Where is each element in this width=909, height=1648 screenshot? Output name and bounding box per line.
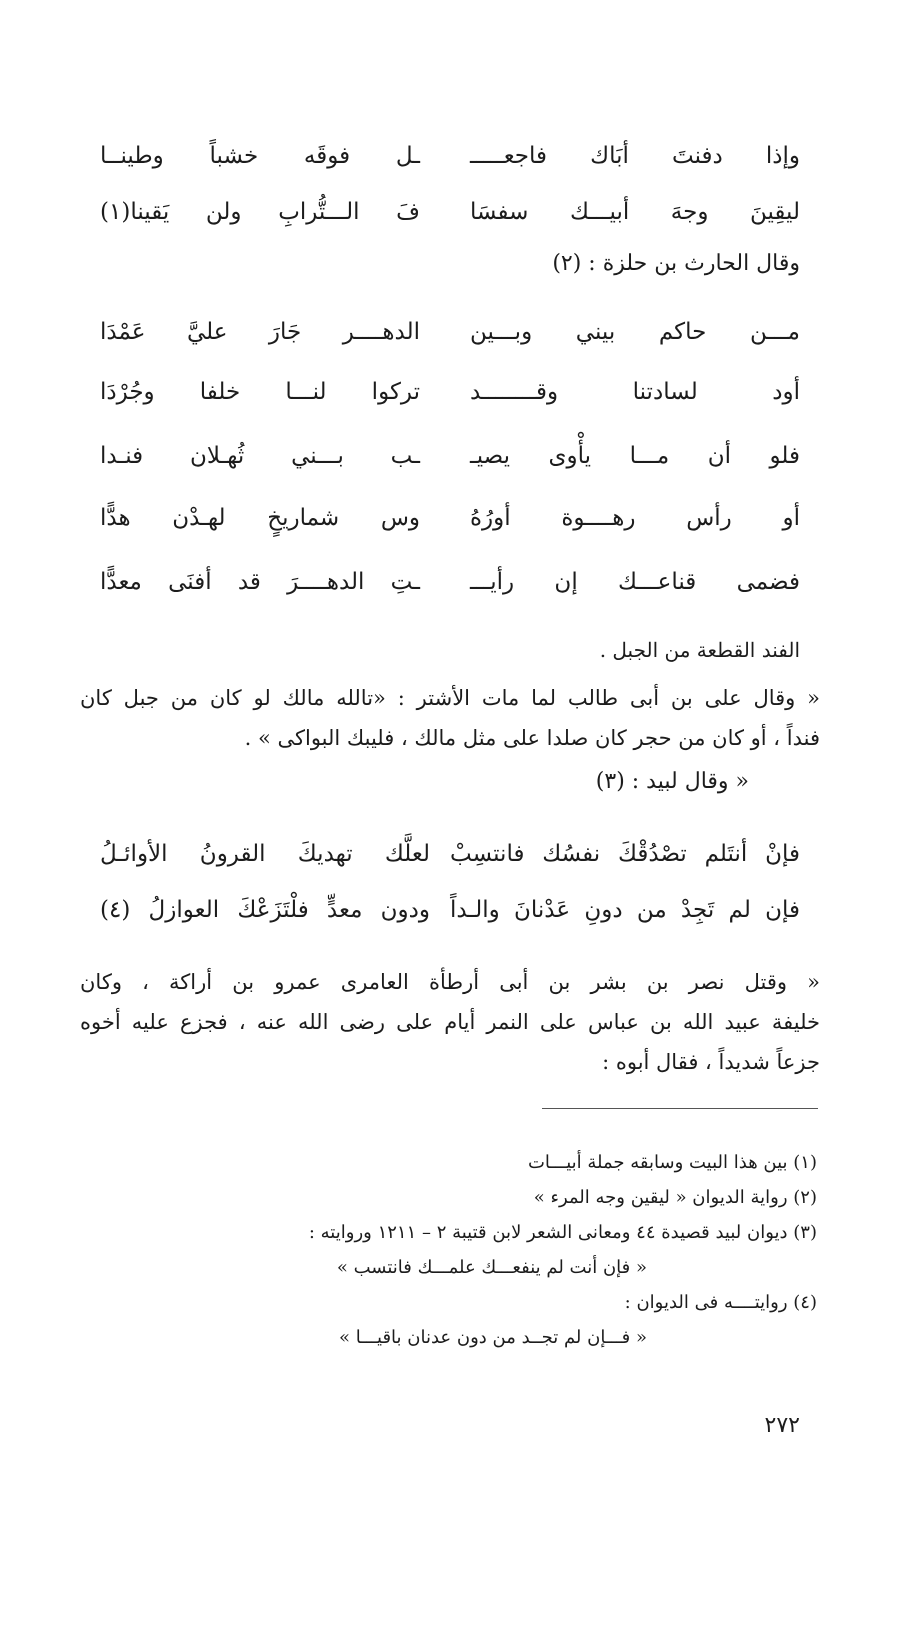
paragraph-line: جزعاً شديداً ، فقال أبوه : xyxy=(602,1050,820,1074)
poem-verse xyxy=(100,136,800,176)
page-number: ٢٧٢ xyxy=(764,1413,800,1438)
verse-second-hemistich: ـل فوقَه خشباً وطينــا xyxy=(100,143,420,169)
footnote-4: (٤) روايتــــه فى الديوان : xyxy=(624,1292,817,1313)
poem-verse xyxy=(100,436,800,476)
verse-first-hemistich: فضمى قناعـــك إن رأيـــ xyxy=(470,569,800,595)
verse-first-hemistich: وإذا دفنتَ أبَاك فاجعـــــ xyxy=(470,143,800,169)
paragraph-line: خليفة عبيد الله بن عباس على النمر أيام على رضى الله عنه ، فجزع عليه أخوه xyxy=(80,1010,820,1034)
paragraph-line: « وقال على بن أبى طالب لما مات الأشتر : «تالله مالك لو كان من جبل كان xyxy=(80,686,820,710)
paragraph-line: « وقتل نصر بن بشر بن أبى أرطأة العامرى عمرو بن أراكة ، وكان xyxy=(80,970,820,994)
verse-first-hemistich: أود لسادتنا وقــــــــد xyxy=(470,379,800,405)
footnote-3-quote: « فإن أنت لم ينفعـــك علمـــك فانتسب » xyxy=(336,1257,647,1278)
gloss-note: الفند القطعة من الجبل . xyxy=(599,638,800,662)
poem-verse xyxy=(100,834,800,874)
poem-verse xyxy=(100,498,800,538)
verse-second-hemistich: الدهــــر جَارَ عليَّ عَمْدَا xyxy=(100,319,420,345)
verse-first-hemistich: ليقِينَ وجهَ أبيـــك سفسَا xyxy=(470,199,800,225)
poem-verse xyxy=(100,562,800,602)
verse-second-hemistich: ـتِ الدهــــرَ قد أفنَى معدًّا xyxy=(100,569,420,595)
paragraph-line: فنداً ، أو كان من حجر كان صلدا على مثل مالك ، فليبك البواكى » . xyxy=(244,726,820,750)
footnote-4-quote: « فـــإن لم تجــد من دون عدنان باقيـــا » xyxy=(338,1327,647,1348)
poem-verse xyxy=(100,192,800,232)
footnote-1: (١) بين هذا البيت وسابقه جملة أبيـــات xyxy=(527,1152,817,1173)
paragraph-nasr xyxy=(80,962,820,1082)
verse-first-hemistich: فإنْ أنتَلم تصْدُقْكَ نفسُك فانتسِبْ xyxy=(450,841,800,867)
footnote-separator xyxy=(542,1108,818,1109)
footnote-3: (٣) ديوان لبيد قصيدة ٤٤ ومعانى الشعر لابن قتيبة ٢ – ١٢١١ وروايته : xyxy=(308,1222,817,1243)
verse-second-hemistich: ودون معدٍّ فلْتَزَعْكَ العوازلُ (٤) xyxy=(100,897,430,923)
verse-first-hemistich: أو رأس رهــــوة أورُهُ xyxy=(470,505,800,531)
verse-second-hemistich: لعلَّك تهديكَ القرونُ الأوائـلُ xyxy=(100,841,430,867)
verse-second-hemistich: تركوا لنـــا خلفا وجُرْدَا xyxy=(100,379,420,405)
verse-first-hemistich: فإن لم تَجِدْ من دونِ عَدْنانَ والـداً xyxy=(450,897,800,923)
verse-first-hemistich: فلو أن مـــا يأْوى يصيـ xyxy=(470,443,800,469)
paragraph-ali xyxy=(80,678,820,758)
intro-labid: « وقال لبيد : (٣) xyxy=(595,769,749,794)
verse-second-hemistich: ـب بـــني ثُهـلان فنـدا xyxy=(100,443,420,469)
verse-first-hemistich: مـــن حاكم بيني وبـــين xyxy=(470,319,800,345)
verse-second-hemistich: فَ الـــتُّرابِ ولن يَقينا(١) xyxy=(100,199,420,225)
poem-verse xyxy=(100,312,800,352)
poem-verse xyxy=(100,372,800,412)
poem-verse xyxy=(100,890,800,930)
footnote-2: (٢) رواية الديوان « ليقين وجه المرء » xyxy=(533,1187,817,1208)
verse-second-hemistich: وس شماريخٍ لهـدْن هدًّا xyxy=(100,505,420,531)
intro-harith: وقال الحارث بن حلزة : (٢) xyxy=(552,251,800,276)
